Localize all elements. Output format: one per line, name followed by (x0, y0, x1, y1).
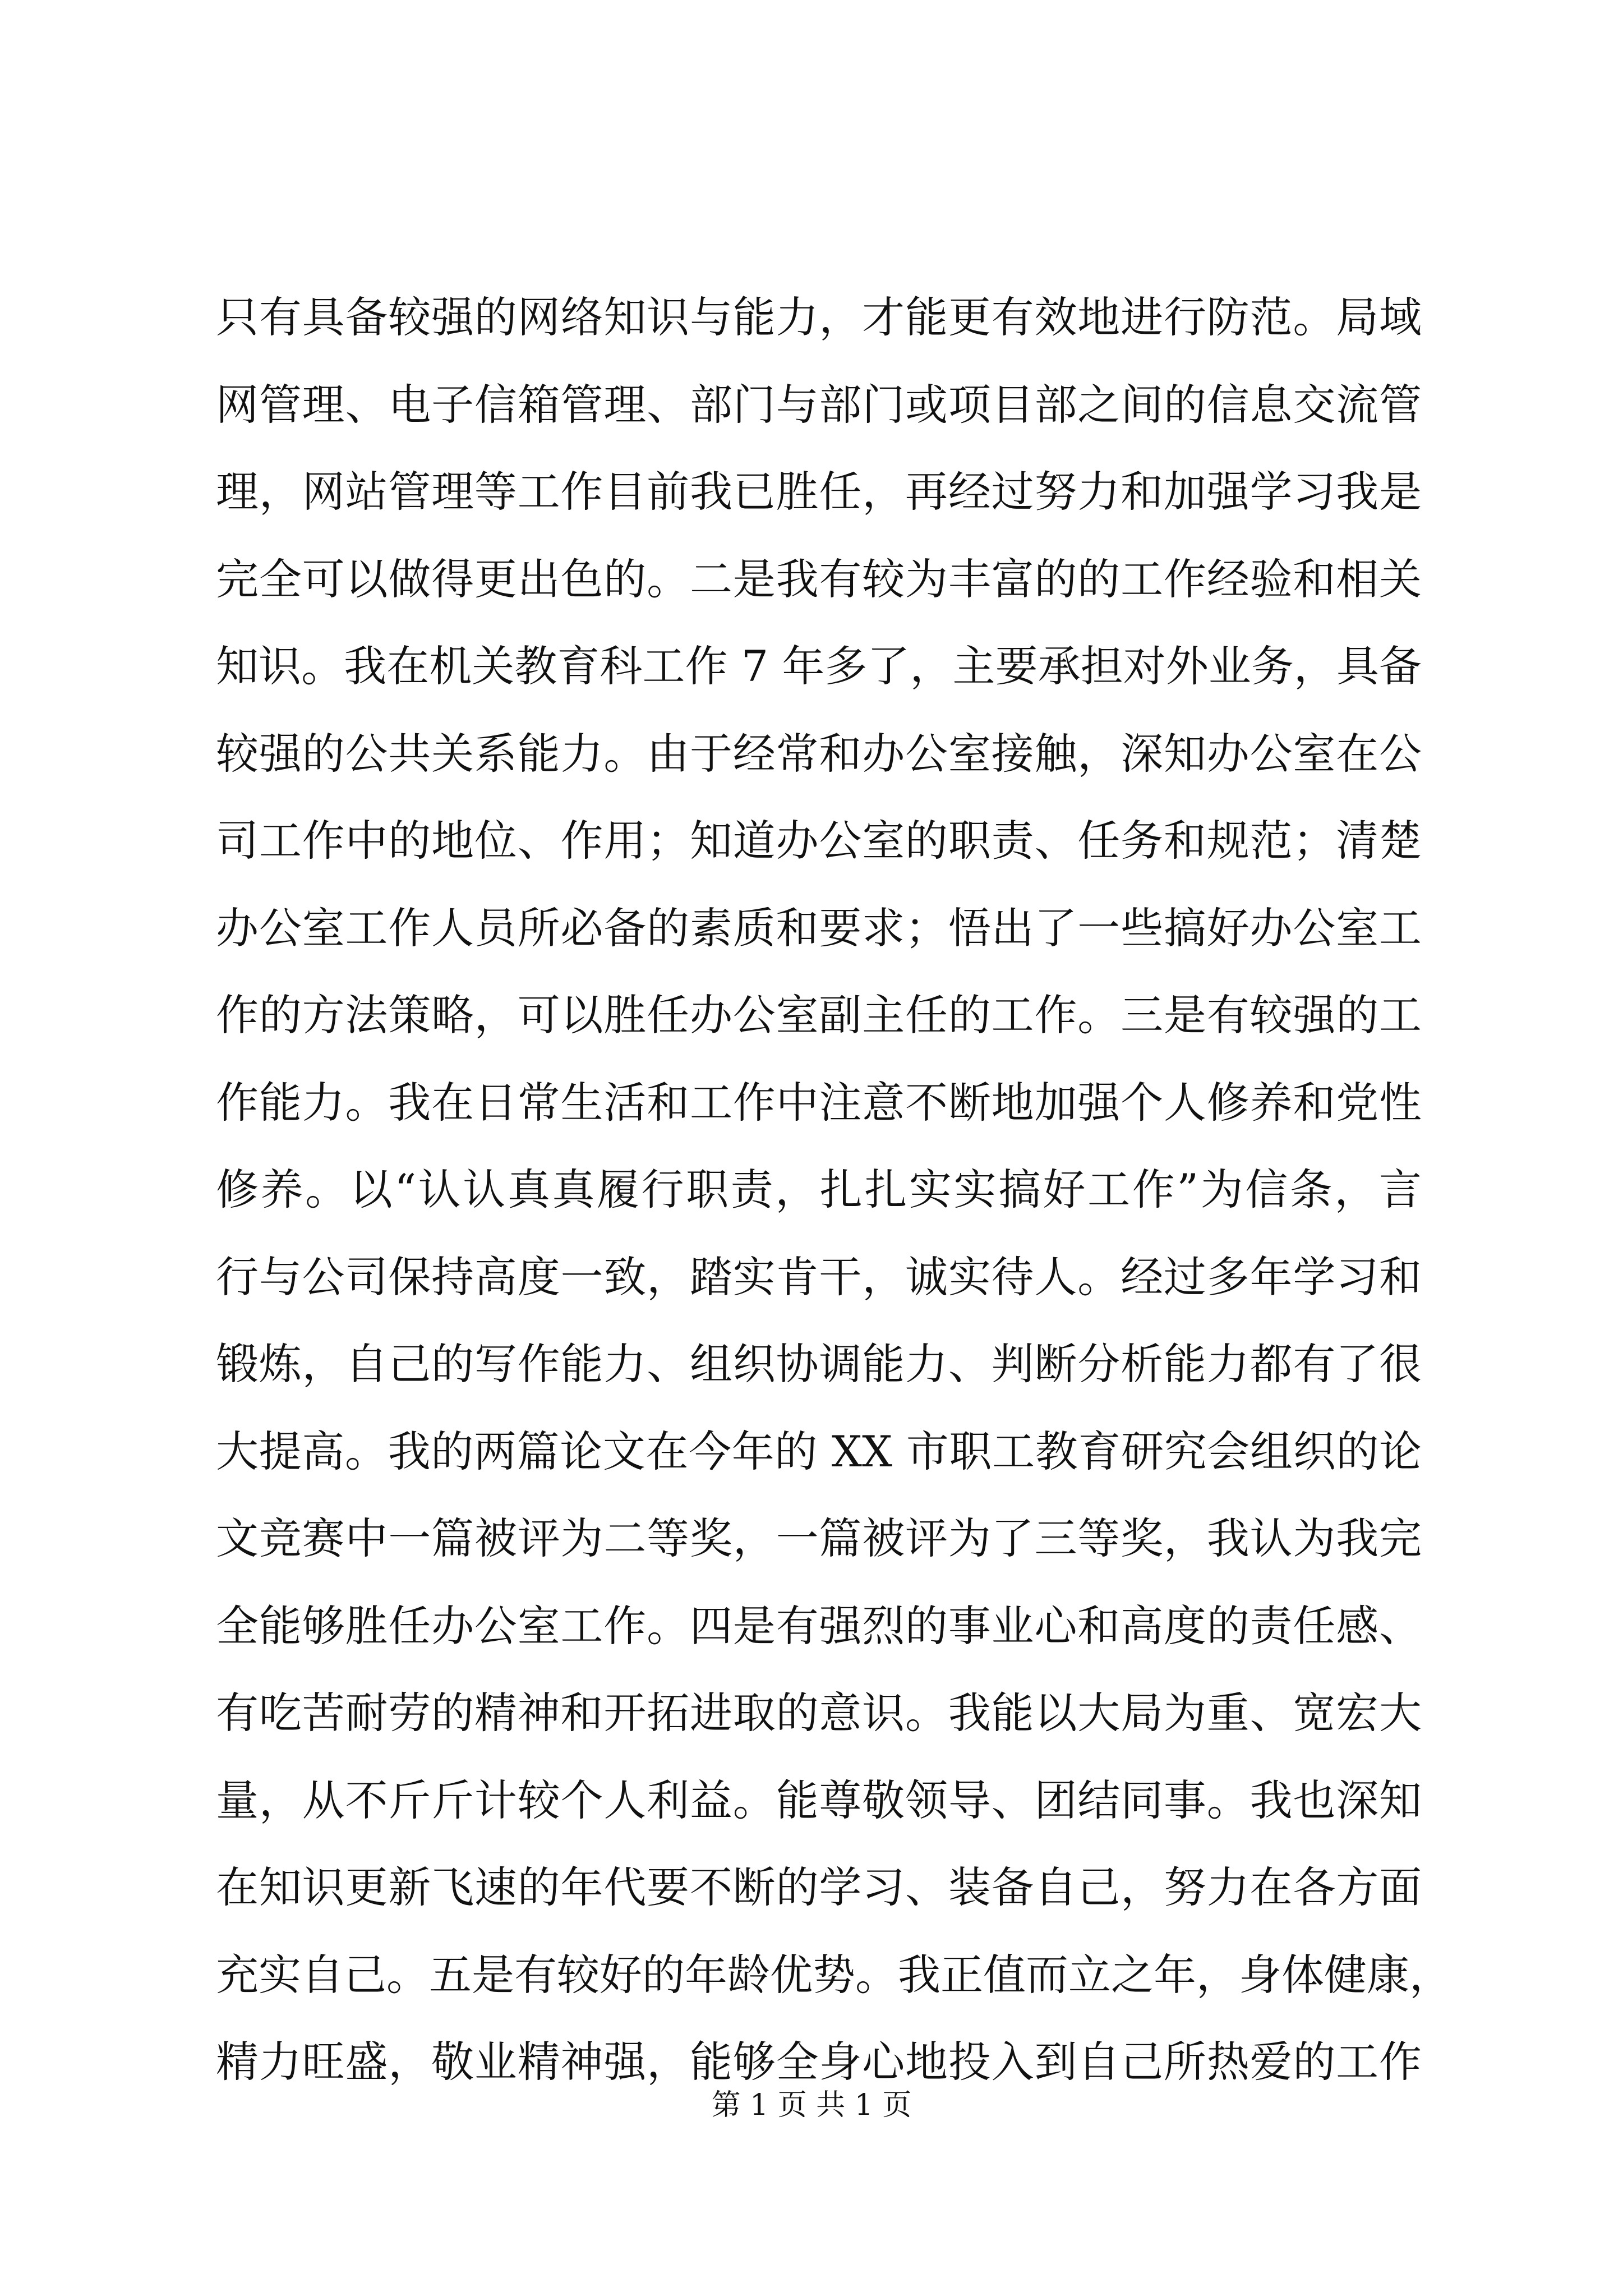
text-line: 网管理、电子信箱管理、部门与部门或项目部之间的信息交流管 (216, 379, 1422, 430)
text-line: 司工作中的地位、作用；知道办公室的职责、任务和规范；清楚 (216, 816, 1422, 866)
text-line: 精力旺盛，敬业精神强，能够全身心地投入到自己所热爱的工作 (216, 2037, 1422, 2087)
text-line: 文竞赛中一篇被评为二等奖，一篇被评为了三等奖，我认为我完 (216, 1513, 1422, 1563)
text-line: 完全可以做得更出色的。二是我有较为丰富的的工作经验和相关 (216, 554, 1422, 604)
text-line: 作的方法策略，可以胜任办公室副主任的工作。三是有较强的工 (216, 990, 1422, 1040)
text-line: 较强的公共关系能力。由于经常和办公室接触，深知办公室在公 (216, 728, 1422, 779)
text-line: 充实自己。五是有较好的年龄优势。我正值而立之年，身体健康， (216, 1949, 1452, 2000)
body-paragraph (216, 274, 1452, 2106)
text-line: 作能力。我在日常生活和工作中注意不断地加强个人修养和党性 (216, 1077, 1422, 1128)
text-line: 行与公司保持高度一致，踏实肯干，诚实待人。经过多年学习和 (216, 1251, 1422, 1302)
text-line: 办公室工作人员所必备的素质和要求；悟出了一些搞好办公室工 (216, 903, 1422, 953)
text-line: 大提高。我的两篇论文在今年的 XX 市职工教育研究会组织的论 (216, 1426, 1422, 1476)
text-line: 有吃苦耐劳的精神和开拓进取的意识。我能以大局为重、宽宏大 (216, 1688, 1422, 1738)
text-line: 量，从不斤斤计较个人利益。能尊敬领导、团结同事。我也深知 (216, 1775, 1422, 1825)
text-line: 知识。我在机关教育科工作 7 年多了，主要承担对外业务，具备 (216, 641, 1422, 691)
text-line: 理，网站管理等工作目前我已胜任，再经过努力和加强学习我是 (216, 467, 1422, 517)
page-footer: 第 1 页 共 1 页 (711, 2088, 912, 2122)
text-line: 全能够胜任办公室工作。四是有强烈的事业心和高度的责任感、 (216, 1600, 1422, 1651)
text-line: 在知识更新飞速的年代要不断的学习、装备自己，努力在各方面 (216, 1862, 1422, 1912)
text-line: 只有具备较强的网络知识与能力，才能更有效地进行防范。局域 (216, 292, 1422, 342)
text-line: 锻炼，自己的写作能力、组织协调能力、判断分析能力都有了很 (216, 1339, 1422, 1389)
text-line: 修养。以“认认真真履行职责，扎扎实实搞好工作”为信条，言 (216, 1165, 1422, 1214)
